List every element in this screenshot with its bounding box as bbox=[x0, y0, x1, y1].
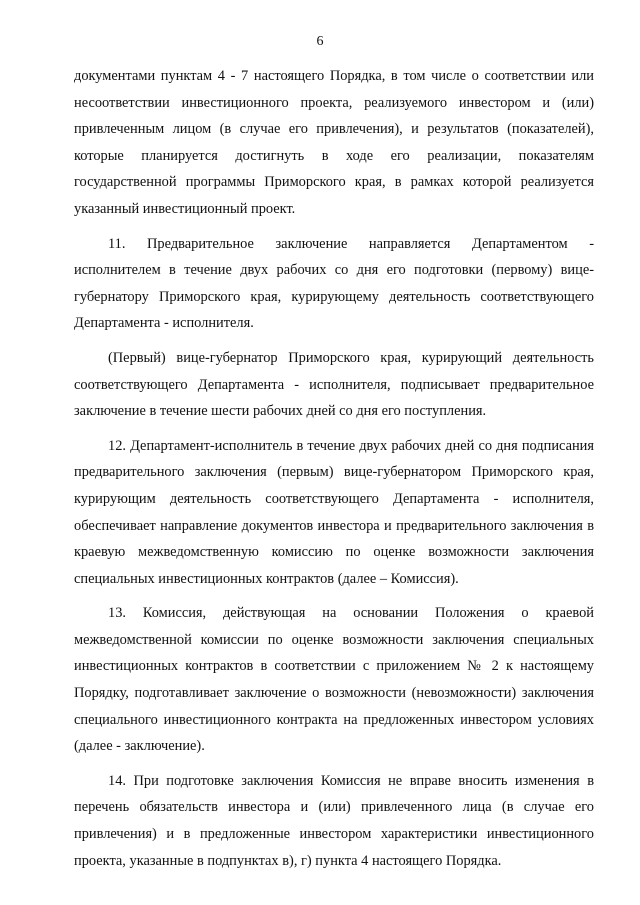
paragraph-item-11: 11. Предварительное заключение направляется Департаментом - исполнителем в течение двух рабочих со дня его подготовки (первому) вице-губернатору Приморского края, курирующему деятельность соответствующего Департамента - исполнителя. bbox=[74, 235, 594, 332]
paragraph-item-14: 14. При подготовке заключения Комиссия не вправе вносить изменения в перечень обязательств инвестора и (или) привлеченного лица (в случае его привлечения) и в предложенные инвестором характеристики инвестиционного проекта, указанные в подпунктах в), г) пункта 4 настоящего Порядка. bbox=[74, 772, 594, 869]
paragraph-continuation: документами пунктам 4 - 7 настоящего Порядка, в том числе о соответствии или несоответствии инвестиционного проекта, реализуемого инвестором и (или) привлеченным лицом (в случае его привлечения), и результатов (показателей), которые планируется достигнуть в ходе его реализации, показателям государственной программы Приморского края, в рамках которой реализуется указанный инвестиционный проект. bbox=[74, 68, 594, 217]
document-body bbox=[74, 63, 594, 874]
paragraph-item-13: 13. Комиссия, действующая на основании Положения о краевой межведомственной комиссии по оценке возможности заключения специальных инвестиционных контрактов в соответствии с приложением № 2 к настоящему Порядку, подготавливает заключение о возможности (невозможности) заключения специального инвестиционного контракта на предложенных инвестором условиях (далее - заключение). bbox=[74, 605, 594, 755]
page-number: 6 bbox=[316, 34, 324, 49]
paragraph-item-12: 12. Департамент-исполнитель в течение двух рабочих дней со дня подписания предварительного заключения (первым) вице-губернатором Приморского края, курирующим деятельность соответствующего Департамента - исполнителя, обеспечивает направление документов инвестора и предварительного заключения в краевую межведомственную комиссию по оценке возможности заключения специальных инвестиционных контрактов (далее – Комиссия). bbox=[74, 437, 594, 587]
paragraph-first-vice-governor: (Первый) вице-губернатор Приморского края, курирующий деятельность соответствующего Департамента - исполнителя, подписывает предварительное заключение в течение шести рабочих дней со дня его поступления. bbox=[74, 349, 594, 420]
